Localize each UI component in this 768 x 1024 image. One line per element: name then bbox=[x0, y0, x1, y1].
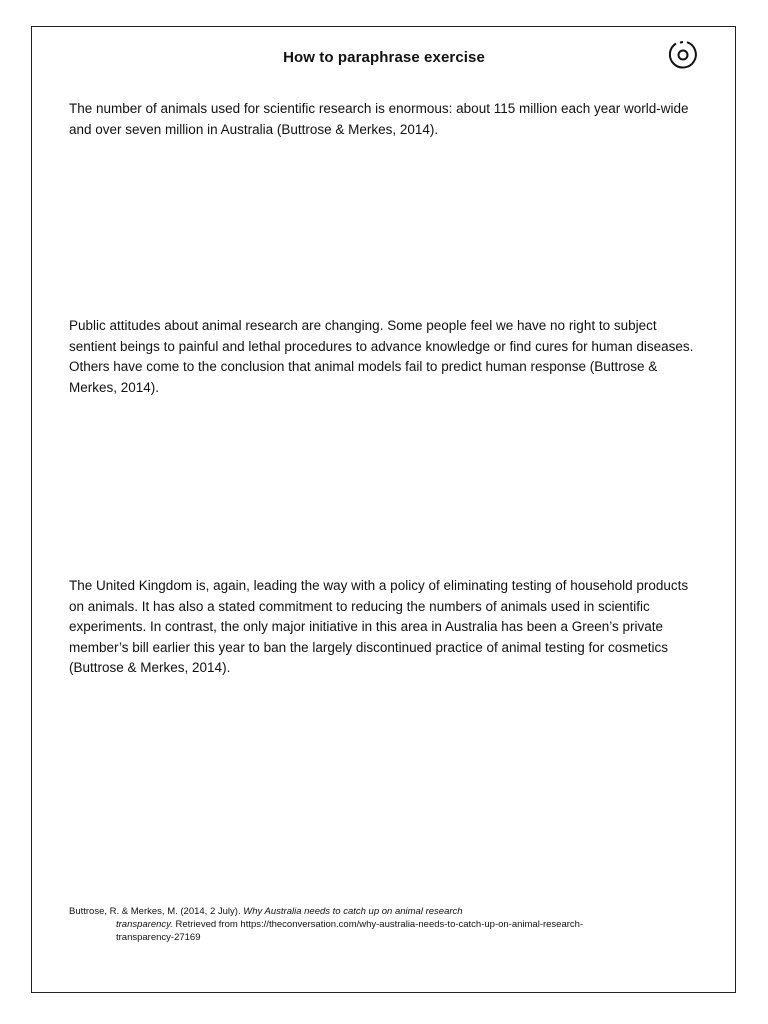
circle-target-icon bbox=[666, 38, 700, 72]
page-title: How to paraphrase exercise bbox=[283, 49, 485, 66]
reference-authors: Buttrose, R. & Merkes, M. (2014, 2 July). bbox=[69, 906, 241, 917]
reference-title-line2: transparency. bbox=[116, 919, 173, 930]
reference-citation bbox=[69, 905, 669, 944]
paragraph-1: The number of animals used for scientific research is enormous: about 115 million each year world-wide and over seven million in Australia (Buttrose & Merkes, 2014). bbox=[69, 101, 689, 137]
page-border bbox=[31, 26, 736, 993]
paragraph-2: Public attitudes about animal research are changing. Some people feel we have no right to subject sentient beings to painful and lethal procedures to advance knowledge or find cures for human diseases. Others have come to the conclusion that animal models fail to predict human response (Buttrose & Merkes, 2014). bbox=[69, 318, 694, 395]
reference-url-end: transparency-27169 bbox=[116, 932, 201, 943]
reference-retrieved: Retrieved from https://theconversation.com/why-australia-needs-to-catch-up-on-animal-research- bbox=[175, 919, 584, 930]
reference-title-line1: Why Australia needs to catch up on animal research bbox=[243, 906, 463, 917]
paragraph-3: The United Kingdom is, again, leading the way with a policy of eliminating testing of household products on animals. It has also a stated commitment to reducing the numbers of animals used in scientific experiments. In contrast, the only major initiative in this area in Australia has been a Green’s private member’s bill earlier this year to ban the largely discontinued practice of animal testing for cosmetics (Buttrose & Merkes, 2014). bbox=[69, 578, 689, 675]
